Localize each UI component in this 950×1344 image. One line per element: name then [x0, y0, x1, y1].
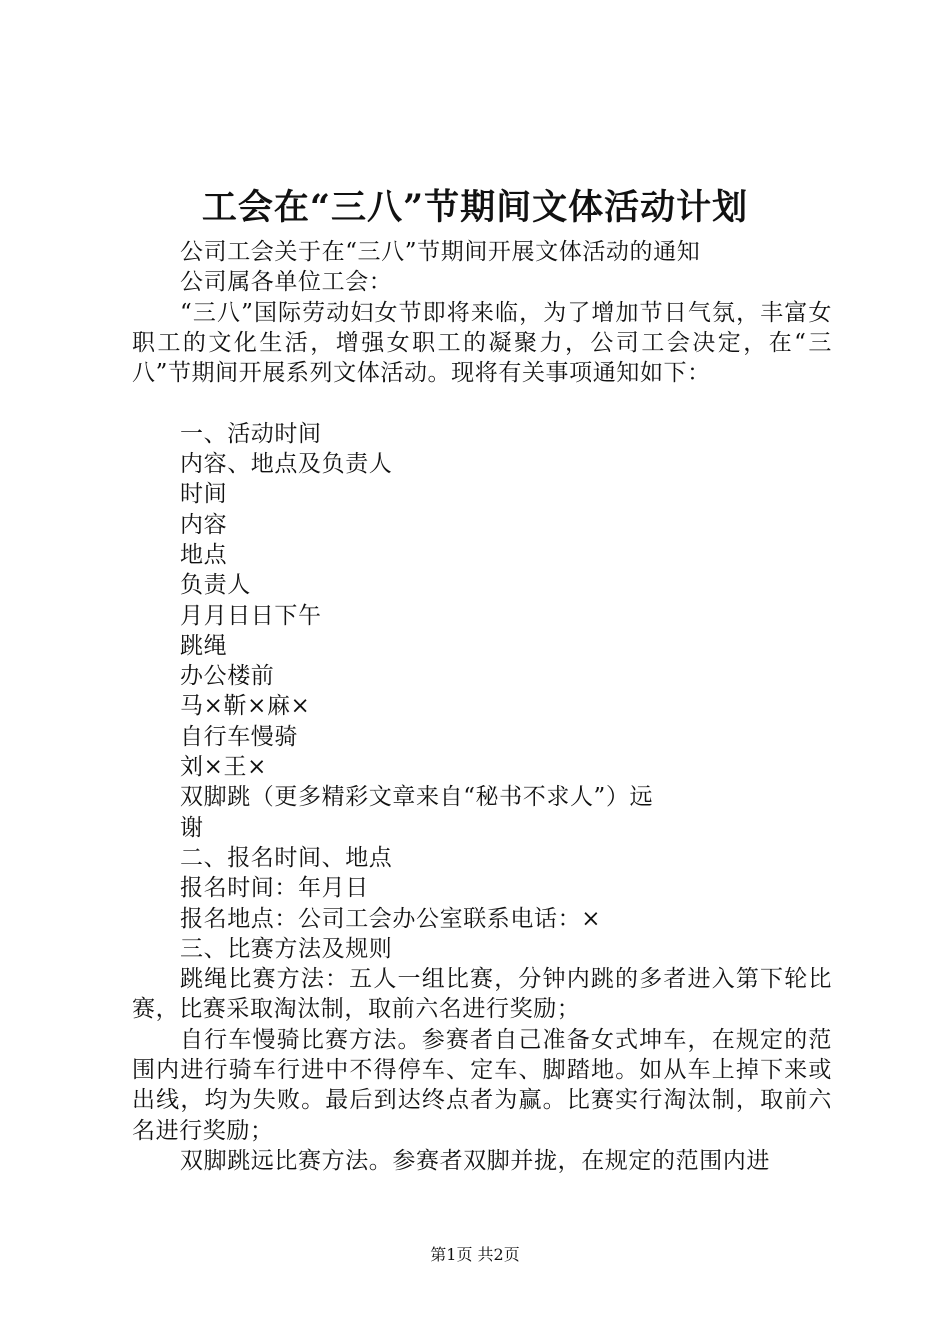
registration-place: 报名地点：公司工会办公室联系电话：×: [180, 905, 602, 932]
list-item: 内容、地点及负责人: [180, 451, 393, 478]
document-title: 工会在“三八”节期间文体活动计划: [201, 187, 749, 228]
blank-line: [132, 388, 832, 418]
list-item: 刘×王×: [180, 754, 267, 781]
page-footer: 第1页 共2页: [430, 1245, 520, 1264]
list-item: 负责人: [180, 572, 251, 599]
section-heading-rules: 三、比赛方法及规则: [180, 935, 393, 962]
section-heading-registration: 二、报名时间、地点: [180, 844, 393, 871]
document-body: [132, 237, 832, 1176]
list-item: 地点: [180, 541, 228, 568]
list-item: 双脚跳（更多精彩文章来自“秘书不求人”）远: [180, 784, 654, 811]
long-jump-rules: 双脚跳远比赛方法。参赛者双脚并拢，在规定的范围内进: [180, 1147, 770, 1174]
list-item: 马×靳×麻×: [180, 693, 311, 720]
notice-heading: 公司工会关于在“三八”节期间开展文体活动的通知: [180, 239, 701, 265]
list-item: 自行车慢骑: [180, 723, 298, 750]
rope-skipping-rules: 跳绳比赛方法：五人一组比赛，分钟内跳的多者进入第下轮比赛，比赛采取淘汰制，取前六名进行奖励；: [132, 966, 832, 1023]
list-item: 办公楼前: [180, 663, 275, 690]
list-item: 内容: [180, 511, 228, 538]
salutation: 公司属各单位工会：: [180, 269, 393, 296]
list-item: 跳绳: [180, 632, 228, 659]
list-item: 月月日日下午: [180, 602, 322, 629]
slow-cycling-rules: 自行车慢骑比赛方法。参赛者自己准备女式坤车，在规定的范围内进行骑车行进中不得停车、定车、脚踏地。如从车上掉下来或出线，均为失败。最后到达终点者为赢。比赛实行淘汰制，取前六名进行奖励；: [132, 1026, 832, 1144]
list-item: 时间: [180, 481, 228, 508]
registration-time: 报名时间：年月日: [180, 875, 369, 902]
intro-paragraph: “三八”国际劳动妇女节即将来临，为了增加节日气氛，丰富女职工的文化生活，增强女职工的凝聚力，公司工会决定，在“三八”节期间开展系列文体活动。现将有关事项通知如下：: [132, 299, 832, 387]
list-item: 谢: [180, 814, 204, 841]
section-heading-activity-time: 一、活动时间: [180, 420, 322, 447]
